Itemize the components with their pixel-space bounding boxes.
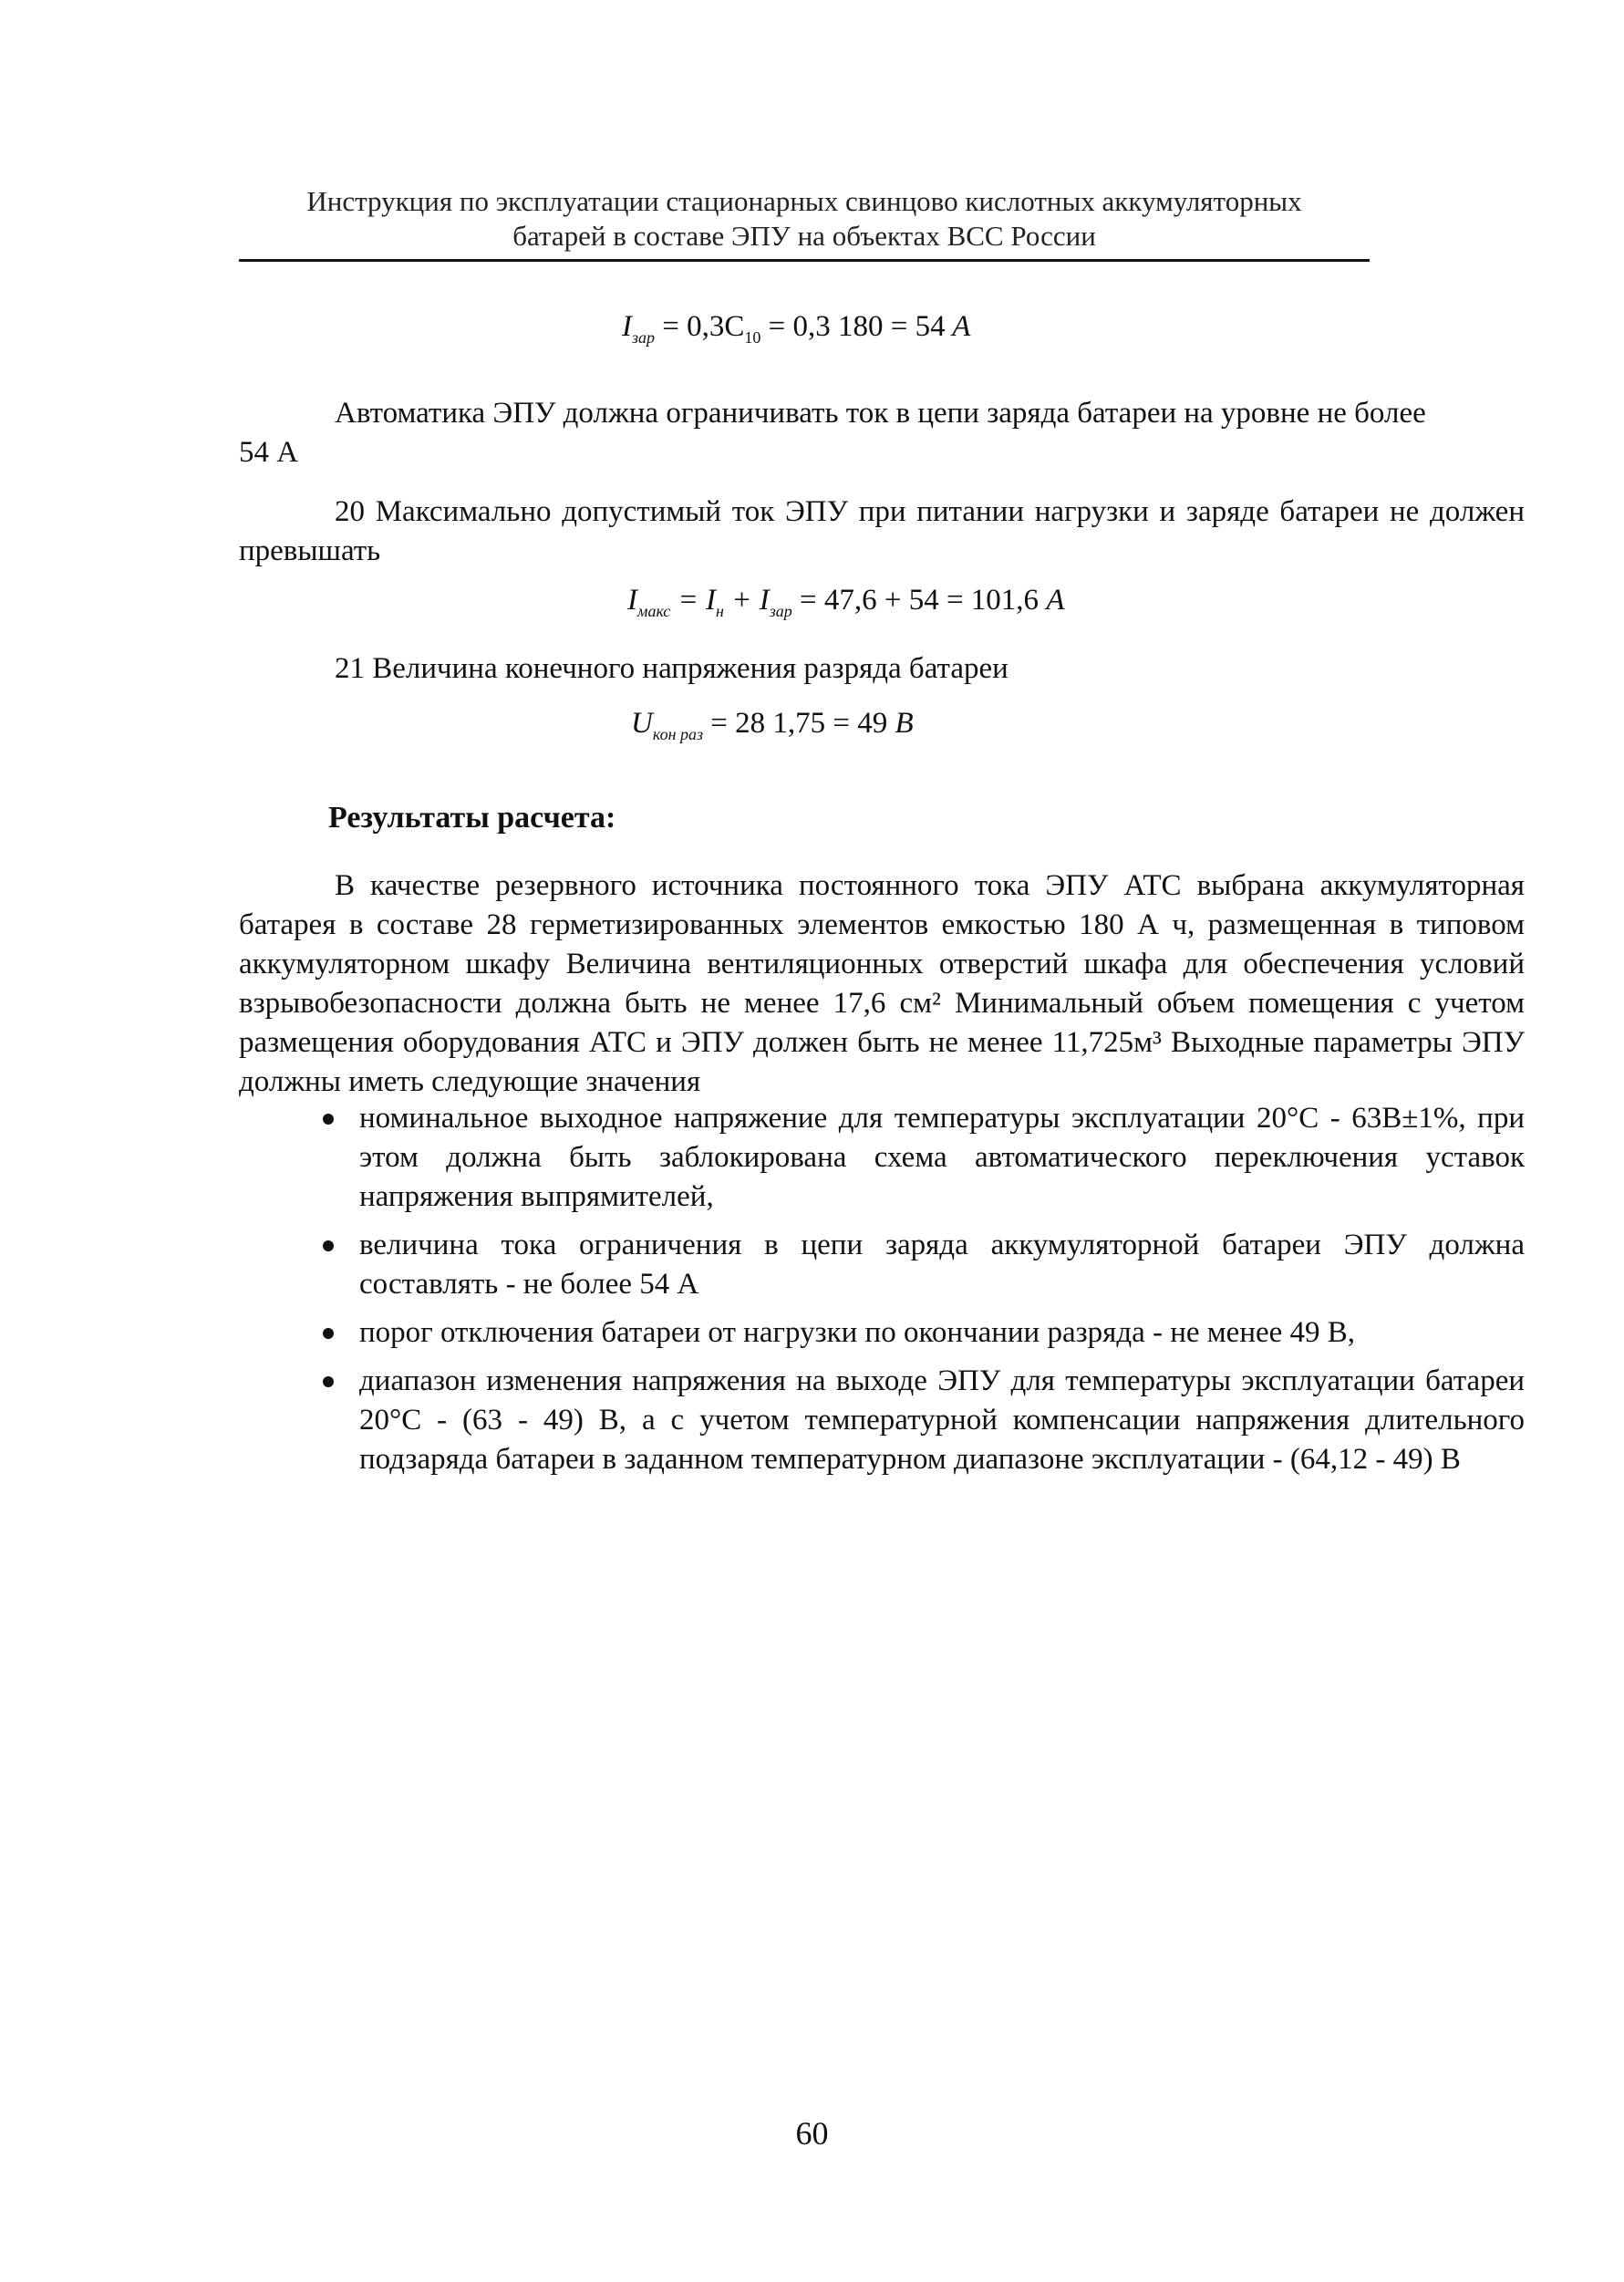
header-rule [239, 259, 1370, 262]
list-item [319, 1099, 1525, 1217]
bullet-icon [323, 1240, 334, 1251]
formula-subscript: зар [769, 602, 792, 620]
list-item [319, 1313, 1525, 1353]
formula-term: = 47,6 + 54 = 101,6 [791, 584, 1040, 617]
list-item-text: порог отключения батареи от нагрузки по окончании разряда - не менее 49 В, [359, 1316, 1356, 1349]
bullet-icon [323, 1376, 334, 1387]
formula-subscript: зар [632, 328, 656, 347]
paragraph-item-20: 20 Максимально допустимый ток ЭПУ при питании нагрузки и заряде батареи не должен превышать [239, 495, 1525, 567]
formula-unit: B [895, 707, 914, 740]
formula-symbol: U [631, 707, 653, 740]
paragraph-automation [239, 394, 1525, 472]
bullet-icon [323, 1114, 334, 1125]
formula-subscript: кон раз [652, 725, 704, 743]
formula-charge-current [622, 310, 970, 347]
running-header [239, 184, 1370, 254]
formula-symbol: I [622, 310, 632, 343]
list-item [319, 1362, 1525, 1479]
header-line-1: Инструкция по эксплуатации стационарных свинцово кислотных аккумуляторных [306, 185, 1302, 217]
results-bullet-list [319, 1099, 1525, 1488]
formula-term: = 0,3C [662, 310, 745, 343]
page-number: 60 [795, 2115, 829, 2152]
formula-symbol: I [627, 584, 637, 617]
list-item-text: диапазон изменения напряжения на выходе ЭПУ для температуры эксплуатации батареи 20°С - (63 - 49) В, а с учетом температурной компенсации напряжения длительного подзаряда батареи в заданном температурном диапазоне эксплуатации - (64,12 - 49) В [359, 1364, 1525, 1476]
paragraph-text: Автоматика ЭПУ должна ограничивать ток в цепи заряда батареи на уровне не более [335, 397, 1426, 430]
header-line-2: батарей в составе ЭПУ на объектах ВСС России [512, 220, 1096, 252]
formula-subscript: н [715, 602, 724, 620]
formula-subscript: 10 [744, 328, 761, 347]
formula-term: + I [723, 584, 770, 617]
formula-term: = 28 1,75 = 49 [703, 707, 888, 740]
formula-subscript: макс [637, 602, 671, 620]
formula-term: = 0,3 180 = 54 [768, 310, 946, 343]
formula-term: = I [670, 584, 716, 617]
paragraph-text: 54 А [239, 436, 299, 469]
formula-final-voltage [631, 707, 914, 744]
formula-max-current [627, 584, 1064, 621]
formula-unit: A [952, 310, 971, 343]
paragraph-item-21: 21 Величина конечного напряжения разряда батареи [335, 652, 1009, 685]
formula-unit: A [1046, 584, 1065, 617]
results-heading: Результаты расчета: [328, 801, 616, 835]
list-item-text: номинальное выходное напряжение для температуры эксплуатации 20°С - 63В±1%, при этом должна быть заблокирована схема автоматического переключения уставок напряжения выпрямителей, [359, 1102, 1525, 1213]
list-item-text: величина тока ограничения в цепи заряда аккумуляторной батареи ЭПУ должна составлять - не более 54 А [359, 1229, 1525, 1301]
list-item [319, 1226, 1525, 1304]
bullet-icon [323, 1328, 334, 1339]
results-paragraph: В качестве резервного источника постоянного тока ЭПУ АТС выбрана аккумуляторная батарея в составе 28 герметизированных элементов емкостью 180 А ч, размещенная в типовом аккумуляторном шкафу Величина вентиляционных отверстий шкафа для обеспечения условий взрывобезопасности должна быть не менее 17,6 см² Минимальный объем помещения с учетом размещения оборудования АТС и ЭПУ должен быть не менее 11,725м³ Выходные параметры ЭПУ должны иметь следующие значения [239, 869, 1525, 1098]
